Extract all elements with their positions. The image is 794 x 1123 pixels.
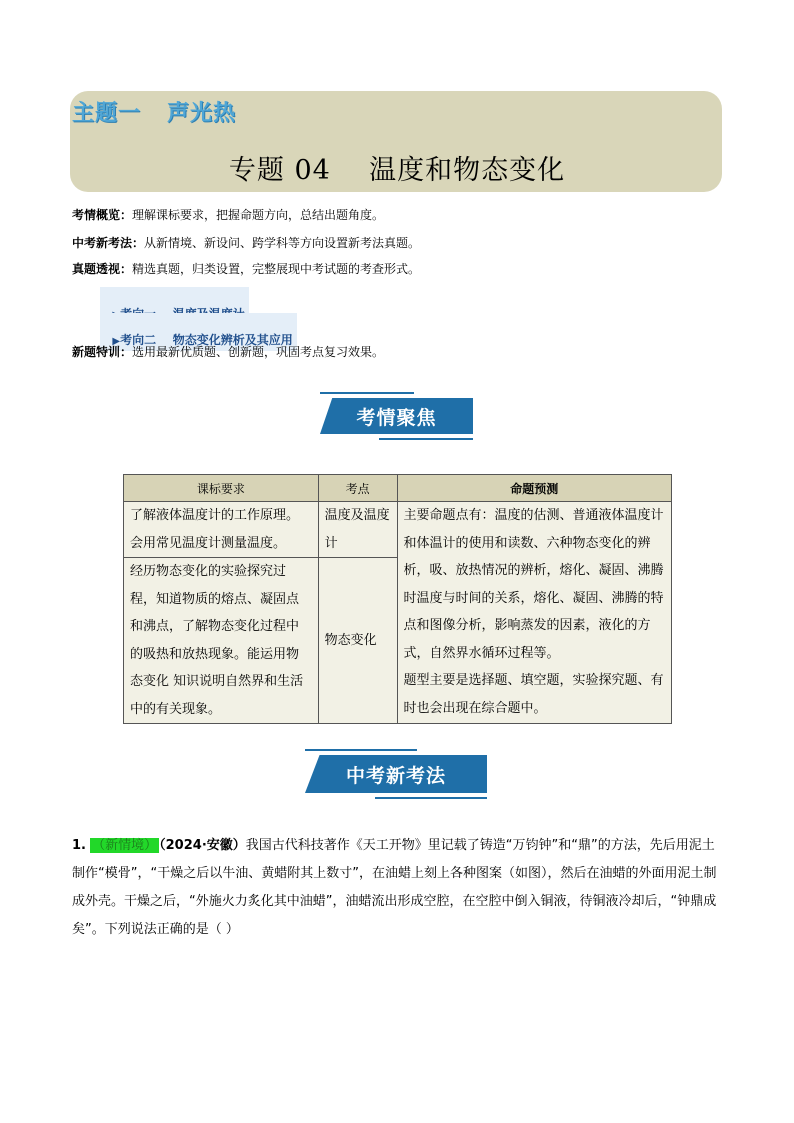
intro-key: 中考新考法： [72,236,145,250]
intro-line [72,344,384,360]
section-banner-exam-focus [320,392,473,440]
intro-text: 选用最新优质题、创新题，巩固考点复习效果。 [132,345,385,359]
intro-line [72,235,420,251]
table-header: 课标要求 [124,475,319,502]
table-cell-point: 温度及温度计 [318,502,397,558]
table-header: 考点 [318,475,397,502]
section-banner-new-methods [305,749,487,799]
prediction-text: 题型主要是选择题、填空题，实验探究题、有时也会出现在综合题中。 [403,673,664,716]
curriculum-table [123,474,672,724]
banner-label: 考情聚焦 [356,406,437,429]
toc-link-label: 考向二 物态变化辨析及其应用 [120,333,293,347]
table-cell-point: 物态变化 [318,558,397,724]
new-situation-tag: （新情境） [92,838,158,853]
question-number: 1. [72,838,86,853]
intro-key: 考情概览： [72,208,133,222]
theme-title: 主题一 声光热 [72,101,236,126]
intro-line [72,207,384,223]
table-cell-requirement: 经历物态变化的实验探究过程，知道物质的熔点、凝固点和沸点，了解物态变化过程中的吸热和放热现象。能运用物态变化 知识说明自然界和生活中的有关现象。 [124,558,319,724]
banner-label: 中考新考法 [345,764,446,787]
intro-text: 从新情境、新设问、跨学科等方向设置新考法真题。 [144,236,421,250]
table-cell-prediction [397,502,671,724]
page-title: 专题 04 温度和物态变化 [228,155,566,186]
question-source: （2024·安徽） [159,838,246,853]
table-cell-requirement: 了解液体温度计的工作原理。会用常见温度计测量温度。 [124,502,319,558]
intro-key: 真题透视： [72,262,133,276]
intro-text: 理解课标要求，把握命题方向，总结出题角度。 [132,208,385,222]
intro-text: 精选真题，归类设置，完整展现中考试题的考查形式。 [132,262,421,276]
question-1 [72,832,724,944]
intro-key: 新题特训： [72,345,133,359]
intro-line [72,261,420,277]
triangle-right-icon: ▶ [112,336,121,347]
prediction-text: 主要命题点有：温度的估测、普通液体温度计和体温计的使用和读数、六种物态变化的辨析，吸、放热情况的辨析，熔化、凝固、沸腾时温度与时间的关系，熔化、凝固、沸腾的特点和图像分析，影响蒸发的因素，液化的方式，自然界水循环过程等。 [403,508,664,661]
table-header: 命题预测 [397,475,671,502]
question-text: 我国古代科技著作《天工开物》里记载了铸造“万钧钟”和“鼎”的方法，先后用泥土制作“模骨”，“干燥之后以牛油、黄蜡附其上数寸”，在油蜡上刻上各种图案（如图），然后在油蜡的外面用泥土制成外壳。干燥之后，“外施火力炙化其中油蜡”，油蜡流出形成空腔，在空腔中倒入铜液，待铜液冷却后，“钟鼎成矣”。下列说法正确的是（ ） [72,838,717,937]
